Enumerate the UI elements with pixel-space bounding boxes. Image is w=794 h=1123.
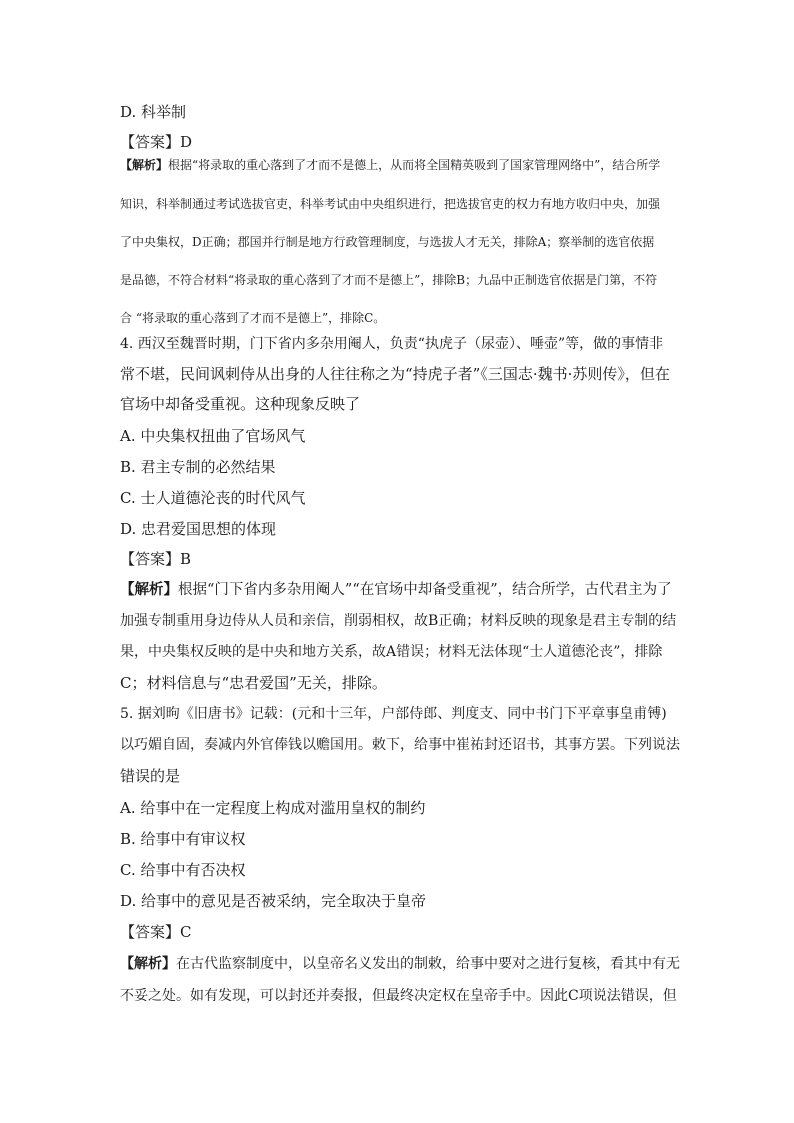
q5-answer: 【答案】C <box>120 923 192 941</box>
prev-analysis-line-3: 了中央集权，D正确；郡国并行制是地方行政管理制度，与选拔人才无关，排除A；察举制的选官依据 <box>120 235 655 249</box>
q4-analysis-line-1: 【解析】根据“门下省内多杂用阉人”“在官场中却备受重视”，结合所学，古代君主为了 <box>120 581 672 598</box>
prev-analysis-line-2: 知识，科举制通过考试选拔官吏，科举考试由中央组织进行，把选拔官吏的权力有地方收归中央，加强 <box>120 197 661 211</box>
q4-option-d: D. 忠君爱国思想的体现 <box>120 520 277 538</box>
prev-analysis-line-5: 合 “将录取的重心落到了才而不是德上”，排除C。 <box>120 311 386 325</box>
q4-analysis-label: 【解析】 <box>120 581 178 598</box>
q5-option-b: B. 给事中有审议权 <box>120 830 246 848</box>
q5-stem-line-3: 错误的是 <box>120 767 181 785</box>
q4-stem-line-2: 常不堪，民间讽刺侍从出身的人往往称之为“持虎子者”《三国志·魏书·苏则传》，但在 <box>120 365 670 383</box>
q5-option-a: A. 给事中在一定程度上构成对滥用皇权的制约 <box>120 799 426 817</box>
q5-analysis-label: 【解析】 <box>120 956 176 972</box>
prev-analysis-line-4: 是品德，不符合材料“将录取的重心落到了才而不是德上”，排除B；九品中正制选官依据是门第，不符 <box>120 273 658 287</box>
q5-option-c: C. 给事中有否决权 <box>120 861 246 879</box>
q4-stem-line-1: 4. 西汉至魏晋时期，门下省内多杂用阉人，负责“执虎子（尿壶）、唾壶”等，做的事情非 <box>120 336 664 352</box>
prev-analysis-line-1: 【解析】根据“将录取的重心落到了才而不是德上，从而将全国精英吸到了国家管理网络中”，结合所学 <box>120 158 661 172</box>
q4-analysis-line-3: 果，中央集权反映的是中央和地方关系，故A错误；材料无法体现“士人道德沦丧”，排除 <box>120 644 663 660</box>
q4-analysis-line-4: C；材料信息与“忠君爱国”无关，排除。 <box>120 674 387 692</box>
q4-option-c: C. 士人道德沦丧的时代风气 <box>120 489 306 507</box>
q5-stem-line-2: 以巧媚自固，奏减内外官俸钱以赡国用。敕下，给事中崔祐封还诏书，其事方罢。下列说法 <box>120 737 680 753</box>
prev-analysis-label: 【解析】 <box>120 158 169 172</box>
q4-analysis-line-2: 加强专制重用身边侍从人员和亲信，削弱相权，故B正确；材料反映的现象是君主专制的结 <box>120 613 677 629</box>
q5-analysis-line-1: 【解析】在古代监察制度中，以皇帝名义发出的制敕，给事中要对之进行复核，看其中有无 <box>120 956 680 972</box>
q4-option-b: B. 君主专制的必然结果 <box>120 458 276 476</box>
q4-option-a: A. 中央集权扭曲了官场风气 <box>120 427 306 445</box>
q4-answer: 【答案】B <box>120 550 192 568</box>
prev-option-d: D. 科举制 <box>120 103 187 121</box>
prev-answer: 【答案】D <box>120 133 193 151</box>
q5-stem-line-1: 5. 据刘昫《旧唐书》记载：(元和十三年，户部侍郎、判度支、同中书门下平章事皇甫镈) <box>120 706 667 722</box>
q4-stem-line-3: 官场中却备受重视。这种现象反映了 <box>120 395 361 413</box>
q5-option-d: D. 给事中的意见是否被采纳，完全取决于皇帝 <box>120 892 427 910</box>
q5-analysis-line-2: 不妥之处。如有发现，可以封还并奏报，但最终决定权在皇帝手中。因此C项说法错误，但 <box>120 988 677 1004</box>
